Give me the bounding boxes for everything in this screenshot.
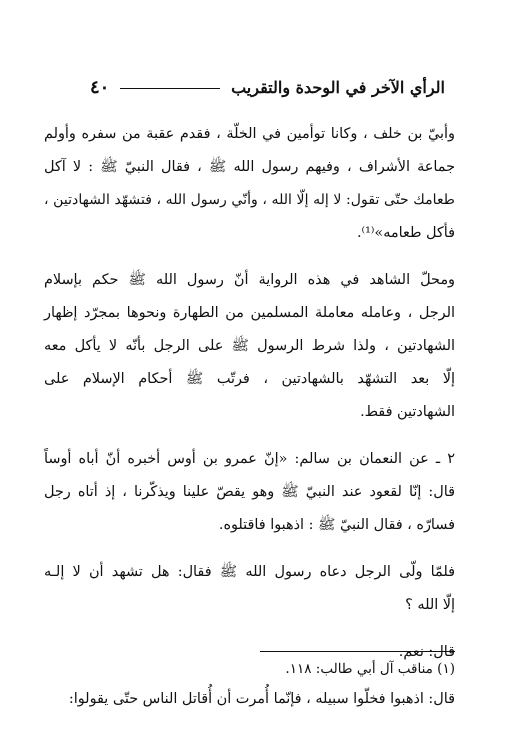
page-header xyxy=(90,74,445,100)
text-line: قال: إنّا لقعود عند النبيّ ﷺ وهو يقصّ علينا ويذكّرنا ، إذ أتاه رجل xyxy=(44,484,455,500)
text-line: قال: نعم. xyxy=(398,644,455,660)
paragraph xyxy=(44,556,455,622)
paragraph xyxy=(44,443,455,542)
text-line: فلمّا ولّى الرجل دعاه رسول الله ﷺ فقال: هل تشهد أن لا إلـه xyxy=(44,564,455,580)
text-line: الرجل ، وعامله معاملة المسلمين من الطهارة ونحوها بمجرّد إظهار xyxy=(44,305,455,321)
text-line: فسارّه ، فقال النبيّ ﷺ : اذهبوا فاقتلوه. xyxy=(218,517,455,533)
text-line: إلّا بعد التشهّد بالشهادتين ، فرتّب ﷺ أحكام الإسلام على xyxy=(44,371,455,387)
body-text xyxy=(44,118,455,716)
footnote-number: (١) xyxy=(437,661,455,677)
footnote-divider xyxy=(260,651,455,652)
header-rule xyxy=(120,88,220,89)
paragraph xyxy=(44,118,455,250)
paragraph xyxy=(44,264,455,429)
text-line: ومحلّ الشاهد في هذه الرواية أنّ رسول الله ﷺ حكم بإسلام xyxy=(44,272,455,288)
text-line: طعامك حتّى تقول: لا إله إلّا الله ، وأنّي رسول الله ، فتشهّد الشهادتين ، xyxy=(44,192,455,208)
text-line: جماعة الأشراف ، وفيهم رسول الله ﷺ ، فقال النبيّ ﷺ : لا آكل xyxy=(44,159,455,175)
running-title: الرأي الآخر في الوحدة والتقريب xyxy=(231,77,445,97)
footnote xyxy=(285,661,455,677)
footnote-text: مناقب آل أبي طالب: ١١٨. xyxy=(285,661,433,677)
text-line: وأبيّ بن خلف ، وكانا توأمين في الخلّة ، فقدم عقبة من سفره وأولم xyxy=(44,126,455,142)
text-line: الشهادتين فقط. xyxy=(360,404,455,420)
text-line: ٢ ـ عن النعمان بن سالم: «إنّ عمرو بن أوس أخبره أنّ أباه أوساً xyxy=(44,451,455,467)
page-number: ٤٠ xyxy=(90,76,110,98)
text-line: إلّا الله ؟ xyxy=(405,597,455,613)
paragraph xyxy=(44,683,455,716)
text-line: الشهادتين ، ولذا شرط الرسول ﷺ على الرجل بأنّه لا يأكل معه xyxy=(44,338,455,354)
text-line: قال: اذهبوا فخلّوا سبيله ، فإنّما أُمرت أن أُقاتل الناس حتّى يقولوا: xyxy=(68,691,455,707)
text-line: فأكل طعامه»⁽¹⁾. xyxy=(356,225,455,241)
